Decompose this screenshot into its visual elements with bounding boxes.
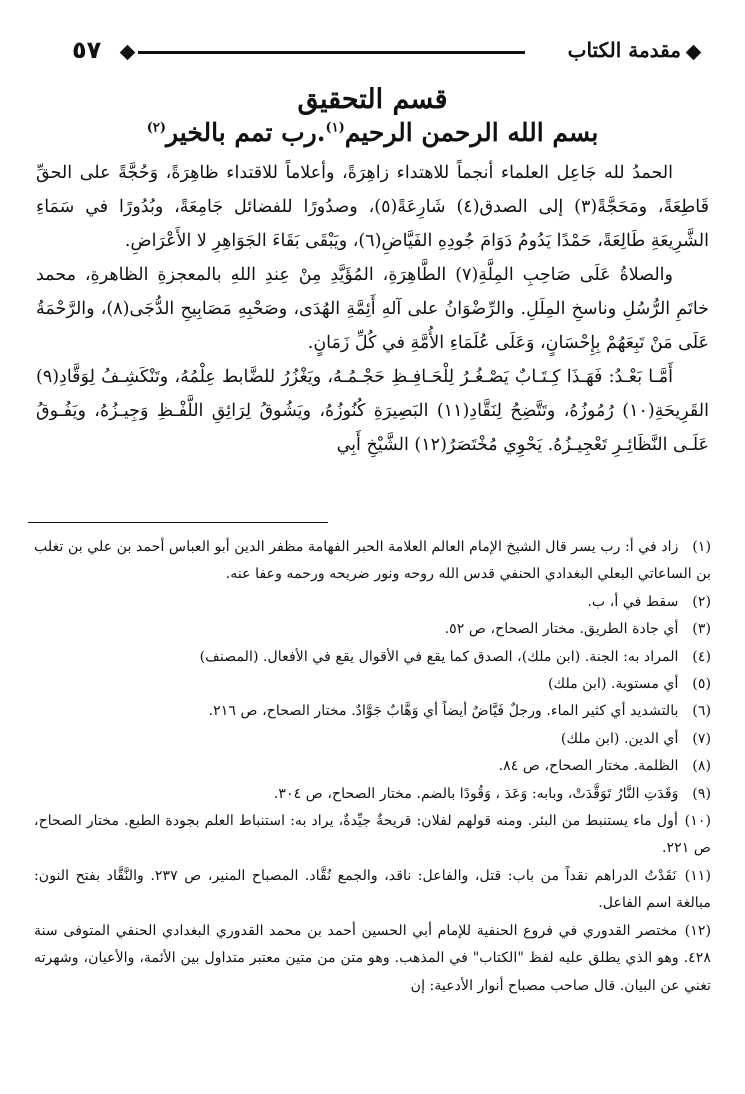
footnote-number: (٤) [692,648,711,665]
footnote-text: أي الدين. (ابن ملك) [560,730,679,747]
footnote [34,534,711,589]
paragraph: الحمدُ لله جَاعِل العلماء أنجماً للاهتداء زاهِرَةً، وأعلاماً للاقتداء ظاهِرَةً، وَحُجَّةً على الحقِّ قَاطِعَةً، ومَحَجَّةً(٣) إلى الصدق(٤) شَارِعَةً(٥)، وصدُورًا للفضائل جَامِعَةً، وبُدُورًا في سَمَاءِ الشَّرِيعَةِ طَالِعَةً، حَمْدًا يَدُومُ دَوَامَ جُودِهِ الفَيَّاضِ(٦)، ويَبْقَى بَقَاءَ الجَوَاهِرِ لا الأَعْرَاضِ. [36,163,709,251]
footnote [34,918,711,1000]
footnote [34,671,711,698]
footnote-text: أول ماء يستنبط من البئر. ومنه قولهم لفلان: قريحةٌ جيِّدةٌ، يراد به: استنباط العلم بجودة الطبع. مختار الصحاح، ص ٢٢١. [34,813,711,857]
footnote-number: (١٠) [684,813,712,830]
dua-text: .رب تمم بالخير [166,118,326,147]
footnote-text: زاد في أ: رب يسر قال الشيخ الإمام العالم العلامة الحبر الفهامة مظفر الدين أبو العباس أحمد بن علي بن تغلب بن الساعاتي البعلي البغدادي الحنفي قدس الله روحه ونور ضريحه ورحمه وعفا عنه. [34,539,711,583]
footnote-number: (٦) [692,703,711,720]
footnote-text: أي جادة الطريق. مختار الصحاح، ص ٥٢. [444,621,679,638]
footnote [34,863,711,918]
footnote [34,726,711,753]
footnote-number: (١١) [684,867,711,884]
footnote [34,808,711,863]
footnote-separator [28,522,328,523]
footnote-number: (٧) [692,730,711,747]
footnote [34,753,711,780]
footnote [34,616,711,643]
page-number: ٥٧ [72,36,102,64]
footnote-text: المراد به: الجنة. (ابن ملك)، الصدق كما يقع في الأقوال يقع في الأفعال. (المصنف) [199,648,679,665]
footnote [34,644,711,671]
footnote-text: الظلمة. مختار الصحاح، ص ٨٤. [498,758,679,775]
footnote-number: (٣) [692,621,711,638]
footnote [34,781,711,808]
basmala-heading [30,118,715,147]
basmala-text: بسم الله الرحمن الرحيم [344,118,599,147]
footnote-number: (٥) [692,676,711,693]
footnote-text: أي مستوية. (ابن ملك) [547,676,679,693]
footnote-ref: (٢) [146,120,166,136]
header-diamond-ornament [686,45,702,61]
footnote-text: بالتشديد أي كثير الماء. ورجلٌ فَيَّاضٌ أيضاً أي وَهَّابٌ جَوَّادٌ. مختار الصحاح، ص ٢١٦. [208,703,679,720]
footnote-number: (١) [692,539,712,555]
footnote-text: نَقَدْتُ الدراهم نقداً من باب: قتل، والفاعل: ناقد، والجمع نُقَّاد. المصباح المنير، ص ٢٣٧. والنَّقَّاد بفتح النون: مبالغة اسم الفاعل. [34,867,711,912]
footnote-number: (٢) [692,593,711,610]
running-title: مقدمة الكتاب [567,38,681,62]
section-title: قسم التحقيق [297,84,448,115]
footnote-text: مختصر القدوري في فروع الحنفية للإمام أبي الحسين أحمد بن محمد القدوري البغدادي الحنفي المتوفى سنة ٤٢٨. وهو الذي يطلق عليه لفظ "الكتاب" في المذهب. وهو متن من متين معتبر متداول بين الأئمة، والأعيان، وشهرته تغني عن البيان. قال صاحب مصباح أنوار الأدعية: إن [34,922,711,994]
page-header [30,34,715,68]
footnote [34,698,711,725]
header-diamond-ornament [120,45,136,61]
footnote-number: (١٢) [684,922,712,939]
footnote-number: (٨) [692,758,711,775]
footnotes [34,534,711,1000]
footnote-text: سقط في أ، ب. [587,593,679,610]
footnote-text: وَقَدَتِ النَّارُ تَوَقَّدَتْ، وبابه: وَعَدَ ، وَقُودًا بالضم. مختار الصحاح، ص ٣٠٤. [273,785,679,802]
footnote-ref: (١) [325,120,345,136]
footnote-number: (٩) [692,785,711,802]
paragraph: أَمَّـا بَعْـدُ: فَهَـذَا كِـتَـابٌ يَصْـغُـرُ لِلْحَـافِـظِ حَجْـمُـهُ، ويَغْزُرُ للضَّابط عِلْمُهُ، وتَنْكَشِـفُ لِوَقَّادِ(٩) القَرِيحَةِ(١٠) رُمُوزُهُ، وتَتَّضِحُ لِنَقَّادِ(١١) البَصِيرَةِ كُنُوزُهُ، ويَشُوقُ لِرَائِقِ اللَّفْـظِ وَجِيـزُهُ، ويَفُـوقُ عَلَـى النَّظَائِـرِ تَعْجِيـزُهُ. يَحْوِي مُخْتَصَرُ(١٢) الشَّيْخِ أَبِي [36,367,709,455]
paragraph: والصلاةُ عَلَى صَاحِبِ المِلَّةِ(٧) الطَّاهِرَةِ، المُؤَيَّدِ مِنْ عِندِ اللهِ بالمعجزةِ الظاهرةِ، محمد خاتَمِ الرُّسُلِ وناسخِ المِلَلِ. والرِّضْوَانُ على آلهِ أَئِمَّةِ الهُدَى، وصَحْبِهِ مَصَابِيحِ الدُّجَى(٨)، والرَّحْمَةُ عَلَى مَنْ تَبِعَهُمْ بِإِحْسَانٍ، وَعَلَى عُلَمَاءِ الأُمَّةِ في كُلِّ زَمَانٍ. [36,265,709,353]
footnote [34,589,711,616]
header-rule [138,51,525,54]
main-text [36,156,709,462]
